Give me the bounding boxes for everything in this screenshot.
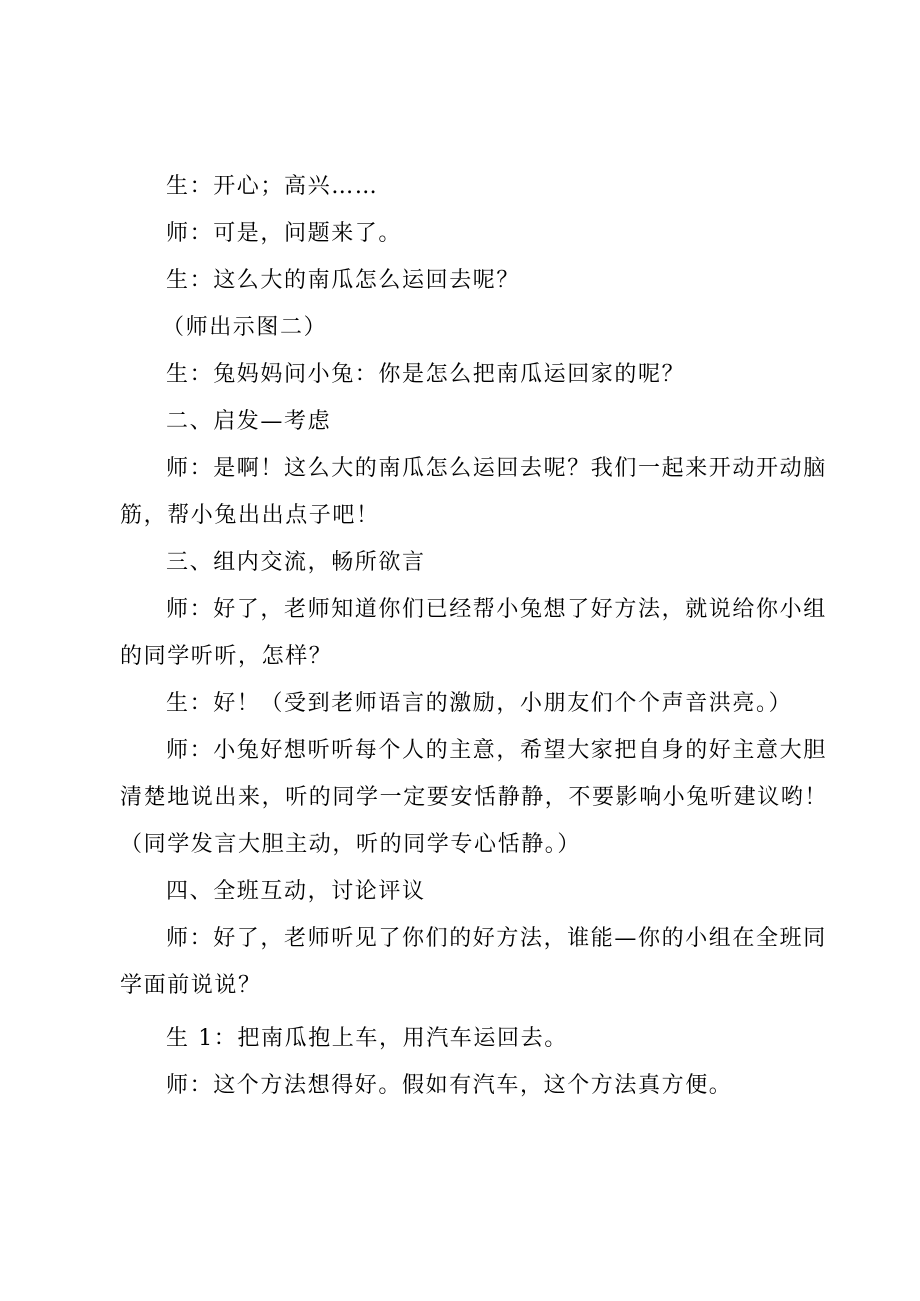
paragraph-line: 师：小兔好想听听每个人的主意，希望大家把自身的好主意大胆	[166, 738, 827, 763]
stage-direction: （师出示图二）	[162, 315, 328, 340]
paragraph-line: 生：好！（受到老师语言的激励，小朋友们个个声音洪亮。）	[166, 691, 793, 716]
paragraph-line: 生：兔妈妈问小兔：你是怎么把南瓜运回家的呢？	[166, 362, 686, 387]
paragraph-line: 师：好了，老师知道你们已经帮小兔想了好方法，就说给你小组	[166, 597, 827, 622]
paragraph-line: 生：这么大的南瓜怎么运回去呢？	[166, 268, 521, 293]
document-body	[120, 163, 829, 1109]
section-heading: 二、启发—考虑	[166, 409, 332, 434]
paragraph-line: 学面前说说？	[120, 973, 262, 998]
paragraph-line: 筋，帮小兔出出点子吧！	[120, 503, 380, 528]
paragraph-line: 师：可是，问题来了。	[166, 221, 403, 246]
section-heading: 三、组内交流，畅所欲言	[166, 550, 426, 575]
paragraph-line: 师：好了，老师听见了你们的好方法，谁能—你的小组在全班同	[166, 926, 827, 951]
paragraph-line: 生 1：把南瓜抱上车，用汽车运回去。	[166, 1026, 568, 1051]
section-heading: 四、全班互动，讨论评议	[166, 879, 426, 904]
paragraph-line: （同学发言大胆主动，听的同学专心恬静。）	[120, 832, 582, 857]
paragraph-line: 的同学听听，怎样？	[120, 644, 333, 669]
paragraph-line: 生：开心；高兴……	[166, 174, 379, 199]
paragraph-line: 师：这个方法想得好。假如有汽车，这个方法真方便。	[166, 1073, 733, 1098]
paragraph-line: 清楚地说出来，听的同学一定要安恬静静，不要影响小兔听建议哟！	[120, 785, 829, 810]
paragraph-line: 师：是啊！这么大的南瓜怎么运回去呢？我们一起来开动开动脑	[166, 456, 827, 481]
